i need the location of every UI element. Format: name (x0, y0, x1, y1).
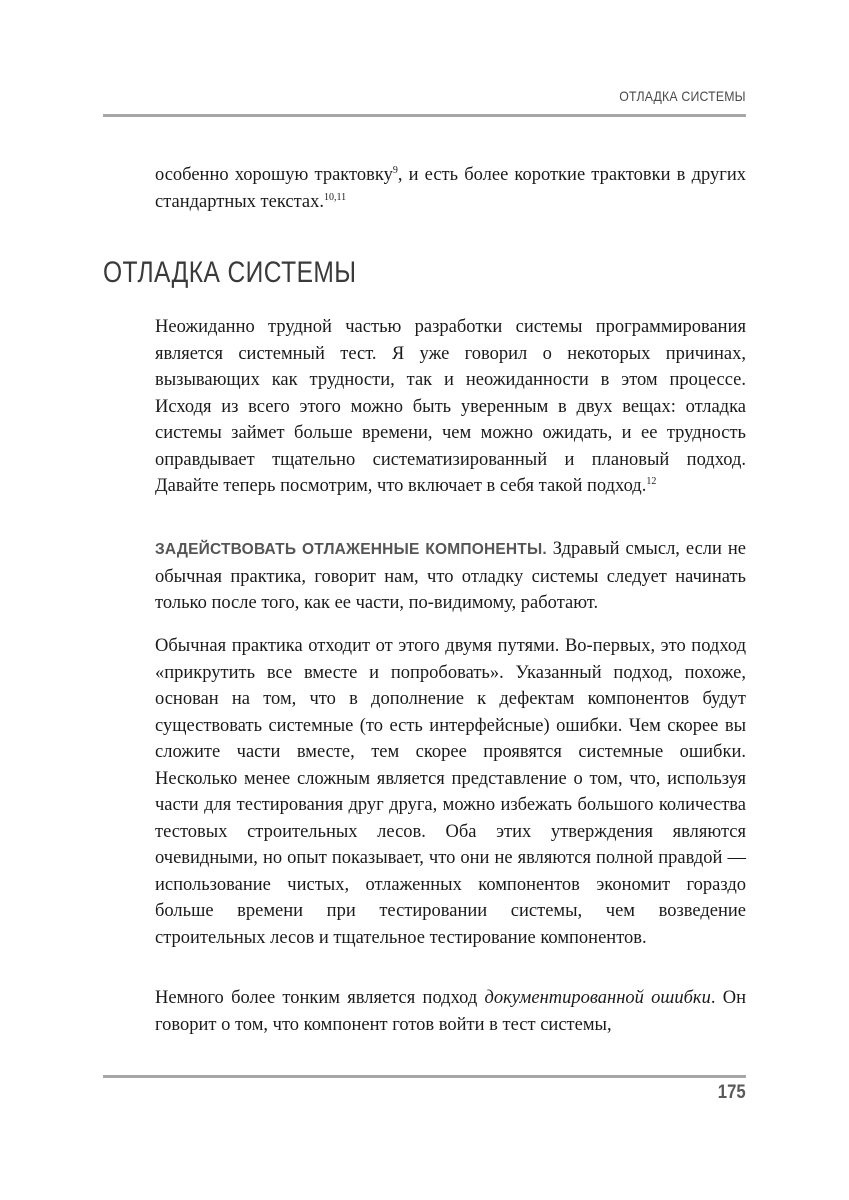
paragraph-4-text-a: Немного более тонким является подход (155, 988, 485, 1008)
intro-text-a: особенно хорошую трактовку (155, 165, 393, 185)
paragraph-3 (155, 633, 746, 951)
footnote-ref-9: 9 (392, 164, 398, 176)
paragraph-4-emphasis: документированной ошибки (484, 988, 711, 1008)
paragraph-2 (155, 536, 746, 617)
header-rule (103, 114, 746, 117)
footer-rule (103, 1075, 746, 1078)
intro-text-b: , и есть более короткие трактовки в других стандартных текстах. (155, 165, 746, 212)
page-number: 175 (718, 1082, 746, 1103)
paragraph-3-text: Обычная практика отходит от этого двумя путями. Во-первых, это подход «прикрутить все вместе и попробовать». Указанный подход, похоже, основан на том, что в дополнение к дефектам компонентов будут существовать системные (то есть интерфейсные) ошибки. Чем скорее вы сложите части вместе, тем скорее проявятся системные ошибки. Несколько менее сложным является представление о том, что, используя части для тестирования друг друга, можно избежать большого количества тестовых строительных лесов. Оба этих утверждения являются очевидными, но опыт показывает, что они не являются полной правдой — использование чистых, отлаженных компонентов экономит гораздо больше времени при тестировании системы, чем возведение строительных лесов и тщательное тестирование компонентов. (155, 636, 746, 948)
section-heading: ОТЛАДКА СИСТЕМЫ (103, 256, 357, 289)
paragraph-1-text: Неожиданно трудной частью разработки системы программирования является системный тест. Я уже говорил о некоторых причинах, вызывающих как трудности, так и неожиданности в этом процессе. Исходя из всего этого можно быть уверенным в двух вещах: отладка системы займет больше времени, чем можно ожидать, и ее трудность оправдывает тщательно систематизированный и плановый подход. Давайте теперь посмотрим, что включает в себя такой подход. (155, 317, 746, 496)
intro-paragraph (155, 162, 746, 215)
running-head: ОТЛАДКА СИСТЕМЫ (619, 88, 746, 104)
footnote-ref-10-11: 10,11 (323, 191, 347, 203)
run-in-heading: ЗАДЕЙСТВОВАТЬ ОТЛАЖЕННЫЕ КОМПОНЕНТЫ. (155, 541, 547, 558)
footnote-ref-12: 12 (646, 475, 657, 487)
paragraph-4-text-b: . Он говорит о том, что компонент готов войти в тест системы, (155, 988, 746, 1035)
paragraph-1 (155, 314, 746, 500)
paragraph-4 (155, 985, 746, 1038)
paragraph-2-text: Здравый смысл, если не обычная практика, говорит нам, что отладку системы следует начинать только после того, как ее части, по-видимому, работают. (155, 539, 746, 613)
